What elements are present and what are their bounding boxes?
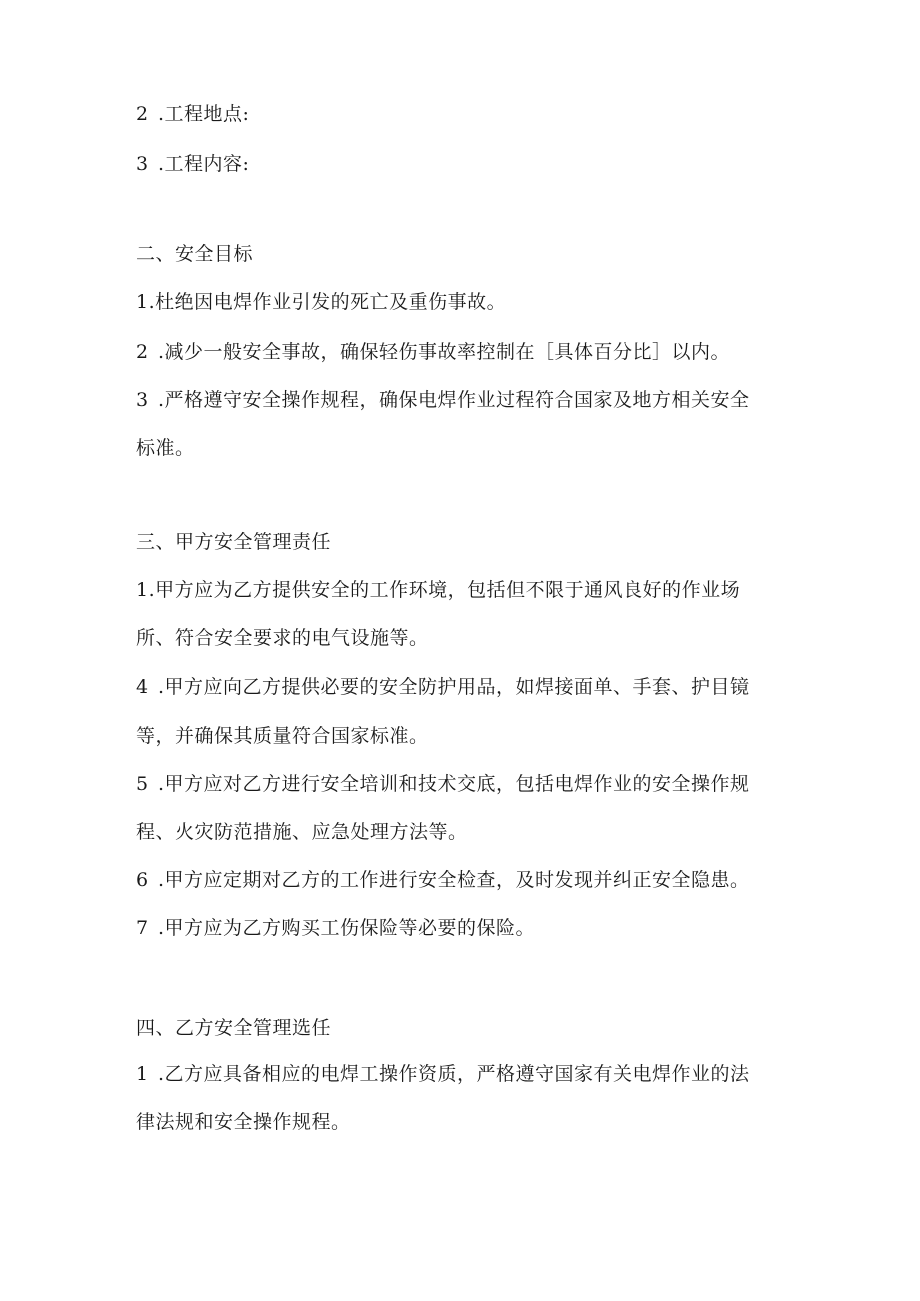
item-text: .甲方应为乙方购买工伤保险等必要的保险。 [158, 917, 536, 939]
section-heading: 四、乙方安全管理选任 [136, 1017, 332, 1039]
list-item [136, 340, 786, 364]
list-item [136, 675, 786, 699]
list-item [136, 916, 786, 940]
list-item [136, 868, 786, 892]
list-item-continuation: 律法规和安全操作规程。 [136, 1111, 351, 1133]
item-number: 4 [136, 676, 149, 698]
list-item-continuation: 程、火灾防范措施、应急处理方法等。 [136, 821, 468, 843]
list-item [136, 152, 786, 176]
list-item [136, 388, 786, 412]
item-text: .减少一般安全事故，确保轻伤事故率控制在［具体百分比］以内。 [158, 341, 731, 363]
list-item-continuation: 标准。 [136, 437, 195, 459]
item-text: .严格遵守安全操作规程，确保电焊作业过程符合国家及地方相关安全 [158, 389, 750, 411]
item-text: .工程内容: [158, 153, 250, 175]
item-number: 2 [136, 103, 149, 125]
list-item-continuation: 等，并确保其质量符合国家标准。 [136, 725, 429, 747]
item-number: 7 [136, 917, 149, 939]
item-number: 6 [136, 869, 149, 891]
list-item-continuation: 所、符合安全要求的电气设施等。 [136, 627, 429, 649]
item-number: 1 [136, 1063, 149, 1085]
section-heading: 二、安全目标 [136, 243, 254, 265]
list-item [136, 772, 786, 796]
item-number: 3 [136, 153, 149, 175]
item-number: 2 [136, 341, 149, 363]
list-item: 1.杜绝因电焊作业引发的死亡及重伤事故。 [136, 291, 507, 313]
item-number: 5 [136, 773, 149, 795]
item-text: .乙方应具备相应的电焊工操作资质，严格遵守国家有关电焊作业的法 [158, 1063, 750, 1085]
item-text: .甲方应定期对乙方的工作进行安全检查，及时发现并纠正安全隐患。 [158, 869, 750, 891]
list-item [136, 102, 786, 126]
list-item [136, 1062, 786, 1086]
item-text: .工程地点: [158, 103, 250, 125]
list-item: 1.甲方应为乙方提供安全的工作环境，包括但不限于通风良好的作业场 [136, 579, 741, 601]
item-text: .甲方应对乙方进行安全培训和技术交底，包括电焊作业的安全操作规 [158, 773, 750, 795]
section-heading: 三、甲方安全管理责任 [136, 531, 332, 553]
item-text: .甲方应向乙方提供必要的安全防护用品，如焊接面单、手套、护目镜 [158, 676, 750, 698]
item-number: 3 [136, 389, 149, 411]
